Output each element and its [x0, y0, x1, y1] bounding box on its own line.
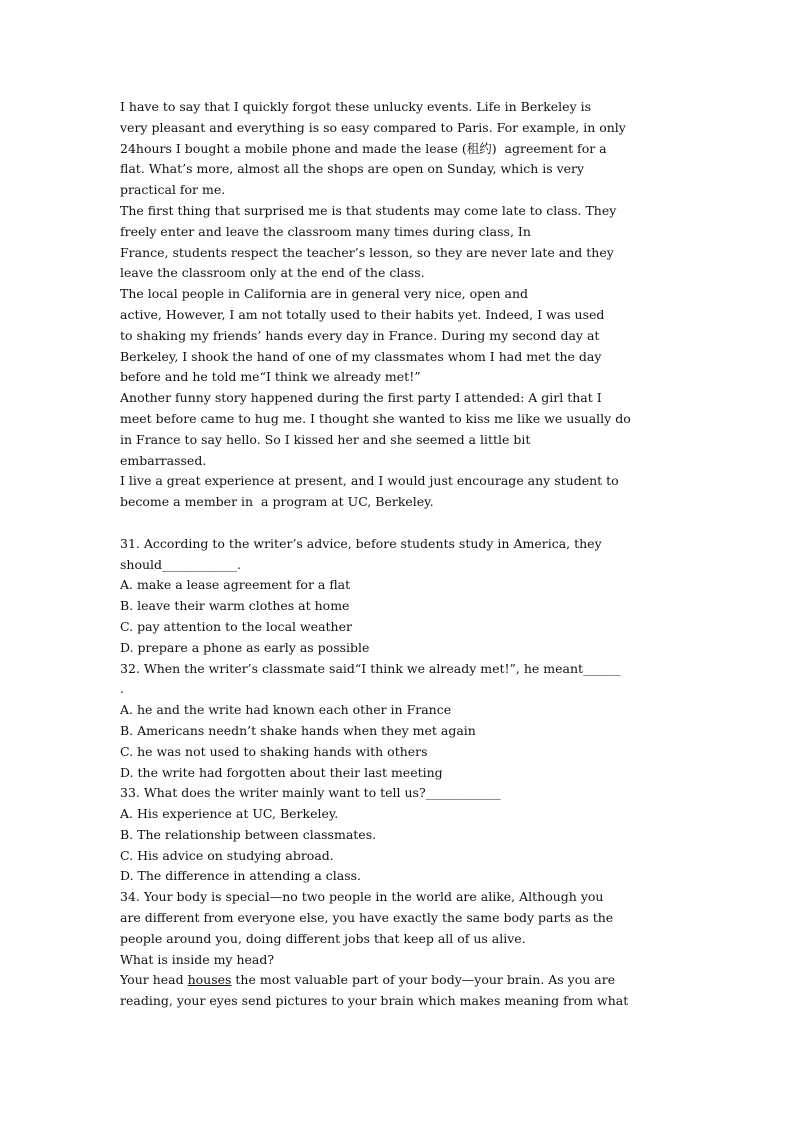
- passage-34-line: 34. Your body is special—no two people in the world are alike, Although you: [120, 889, 604, 905]
- question-32-stem: .: [120, 681, 124, 697]
- question-31-option-c: C. pay attention to the local weather: [120, 618, 352, 634]
- underlined-word: houses: [187, 972, 232, 988]
- question-33-stem: 33. What does the writer mainly want to tell us?____________: [120, 785, 501, 801]
- passage-line: I live a great experience at present, and I would just encourage any student to: [120, 473, 619, 489]
- passage-line: The local people in California are in general very nice, open and: [120, 286, 529, 302]
- passage-line: 24hours I bought a mobile phone and made the lease (租约) agreement for a: [120, 140, 607, 156]
- reading-passage: [120, 97, 680, 513]
- passage-line: Another funny story happened during the first party I attended: A girl that I: [120, 390, 602, 406]
- passage-34-line: are different from everyone else, you have exactly the same body parts as the: [120, 910, 614, 926]
- passage-34-line: reading, your eyes send pictures to your brain which makes meaning from what: [120, 993, 629, 1009]
- question-32-option-d: D. the write had forgotten about their last meeting: [120, 764, 443, 780]
- question-32-option-a: A. he and the write had known each other in France: [120, 702, 452, 718]
- question-31-stem: 31. According to the writer’s advice, before students study in America, they: [120, 535, 602, 551]
- document-page: [120, 97, 680, 1012]
- passage-line: meet before came to hug me. I thought she wanted to kiss me like we usually do: [120, 410, 631, 426]
- questions-section: [120, 534, 680, 971]
- question-33-option-b: B. The relationship between classmates.: [120, 826, 377, 842]
- passage-line: freely enter and leave the classroom many times during class, In: [120, 223, 531, 239]
- passage-line: embarrassed.: [120, 452, 207, 468]
- last-paragraph: [120, 970, 680, 1012]
- question-33-option-d: D. The difference in attending a class.: [120, 868, 362, 884]
- passage-line: become a member in a program at UC, Berkeley.: [120, 494, 434, 510]
- section-heading: What is inside my head?: [120, 951, 275, 967]
- question-31-option-b: B. leave their warm clothes at home: [120, 598, 350, 614]
- question-33-option-c: C. His advice on studying abroad.: [120, 847, 334, 863]
- passage-line: to shaking my friends’ hands every day in France. During my second day at: [120, 327, 600, 343]
- text-segment: Your head: [120, 972, 188, 988]
- spacer: [120, 513, 680, 534]
- passage-line: I have to say that I quickly forgot these unlucky events. Life in Berkeley is: [120, 99, 592, 114]
- passage-line: flat. What’s more, almost all the shops are open on Sunday, which is very: [120, 161, 585, 177]
- passage-line: in France to say hello. So I kissed her and she seemed a little bit: [120, 431, 531, 447]
- passage-line: The first thing that surprised me is that students may come late to class. They: [120, 202, 617, 218]
- passage-line: very pleasant and everything is so easy compared to Paris. For example, in only: [120, 119, 626, 135]
- text-segment: the most valuable part of your body—your brain. As you are: [231, 972, 616, 988]
- passage-34-line: [120, 970, 680, 991]
- question-31-option-d: D. prepare a phone as early as possible: [120, 639, 370, 655]
- passage-line: Berkeley, I shook the hand of one of my classmates whom I had met the day: [120, 348, 602, 364]
- question-31-stem: should____________.: [120, 556, 242, 572]
- question-32-stem: 32. When the writer’s classmate said“I think we already met!”, he meant______: [120, 660, 621, 676]
- question-31-option-a: A. make a lease agreement for a flat: [120, 577, 351, 593]
- passage-line: France, students respect the teacher’s lesson, so they are never late and they: [120, 244, 614, 260]
- passage-line: before and he told me“I think we already met!”: [120, 369, 421, 385]
- passage-line: leave the classroom only at the end of the class.: [120, 265, 425, 281]
- passage-line: active, However, I am not totally used to their habits yet. Indeed, I was used: [120, 306, 605, 322]
- question-32-option-c: C. he was not used to shaking hands with others: [120, 743, 428, 759]
- passage-34-line: people around you, doing different jobs that keep all of us alive.: [120, 930, 526, 946]
- question-33-option-a: A. His experience at UC, Berkeley.: [120, 806, 339, 822]
- question-32-option-b: B. Americans needn’t shake hands when they met again: [120, 722, 476, 738]
- passage-line: practical for me.: [120, 182, 226, 198]
